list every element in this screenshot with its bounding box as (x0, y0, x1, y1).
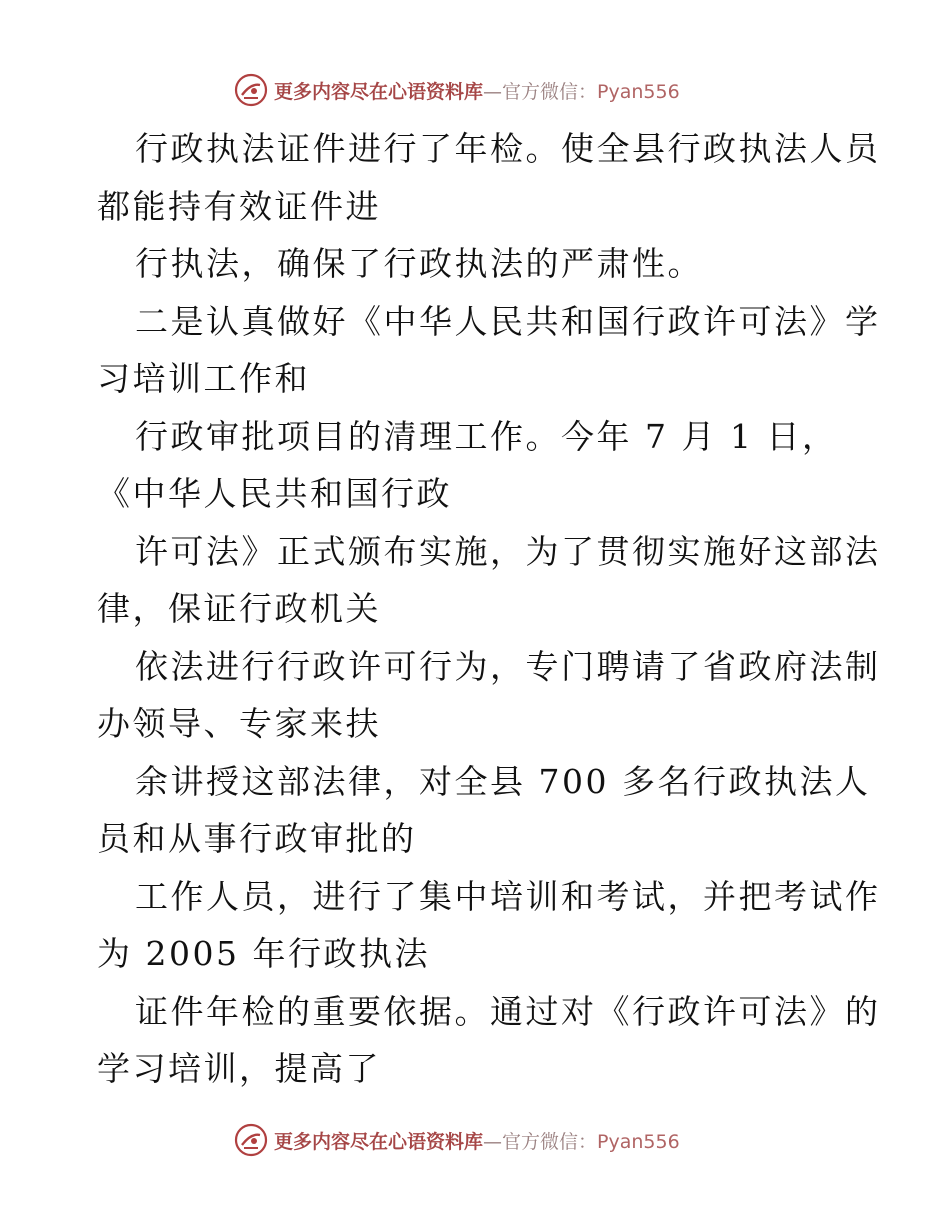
footer-banner-rest: 官方微信： (502, 1130, 598, 1153)
body-line: 都能持有效证件进 (97, 186, 381, 226)
footer-banner (234, 1122, 680, 1158)
header-banner (234, 72, 680, 108)
body-line: 办领导、专家来扶 (97, 704, 381, 743)
document-body (97, 120, 881, 1098)
body-line: 工作人员，进行了集中培训和考试，并把考试作 (135, 876, 881, 916)
footer-banner-lead: 更多内容尽在心语资料库 (274, 1130, 484, 1153)
body-line: 律，保证行政机关 (97, 589, 381, 628)
header-banner-dash: — (483, 80, 503, 103)
body-line: 行政执法证件进行了年检。使全县行政执法人员 (135, 129, 881, 168)
body-line: 《中华人民共和国行政 (97, 474, 452, 513)
body-line: 证件年检的重要依据。通过对《行政许可法》的 (135, 991, 881, 1031)
footer-banner-text (274, 1127, 680, 1154)
body-line: 学习培训，提高了 (97, 1049, 381, 1088)
body-line: 习培训工作和 (97, 359, 310, 398)
header-banner-rest: 官方微信： (502, 80, 598, 103)
body-line: 二是认真做好《中华人民共和国行政许可法》学 (135, 301, 881, 341)
body-line: 行政审批项目的清理工作。今年 7 月 1 日， (135, 416, 838, 456)
header-banner-text (274, 77, 680, 104)
book-logo-icon (234, 1123, 268, 1157)
header-banner-id: Pyan556 (597, 80, 680, 103)
body-line: 行执法，确保了行政执法的严肃性。 (135, 244, 703, 283)
footer-banner-dash: — (483, 1130, 503, 1153)
body-line: 余讲授这部法律，对全县 700 多名行政执法人 (135, 761, 871, 801)
body-line: 许可法》正式颁布实施，为了贯彻实施好这部法 (135, 531, 881, 571)
book-logo-icon (234, 73, 268, 107)
body-line: 为 2005 年行政执法 (97, 934, 430, 973)
header-banner-lead: 更多内容尽在心语资料库 (274, 80, 484, 103)
body-line: 依法进行行政许可行为，专门聘请了省政府法制 (135, 646, 881, 686)
footer-banner-id: Pyan556 (597, 1130, 680, 1153)
body-line: 员和从事行政审批的 (97, 819, 417, 858)
